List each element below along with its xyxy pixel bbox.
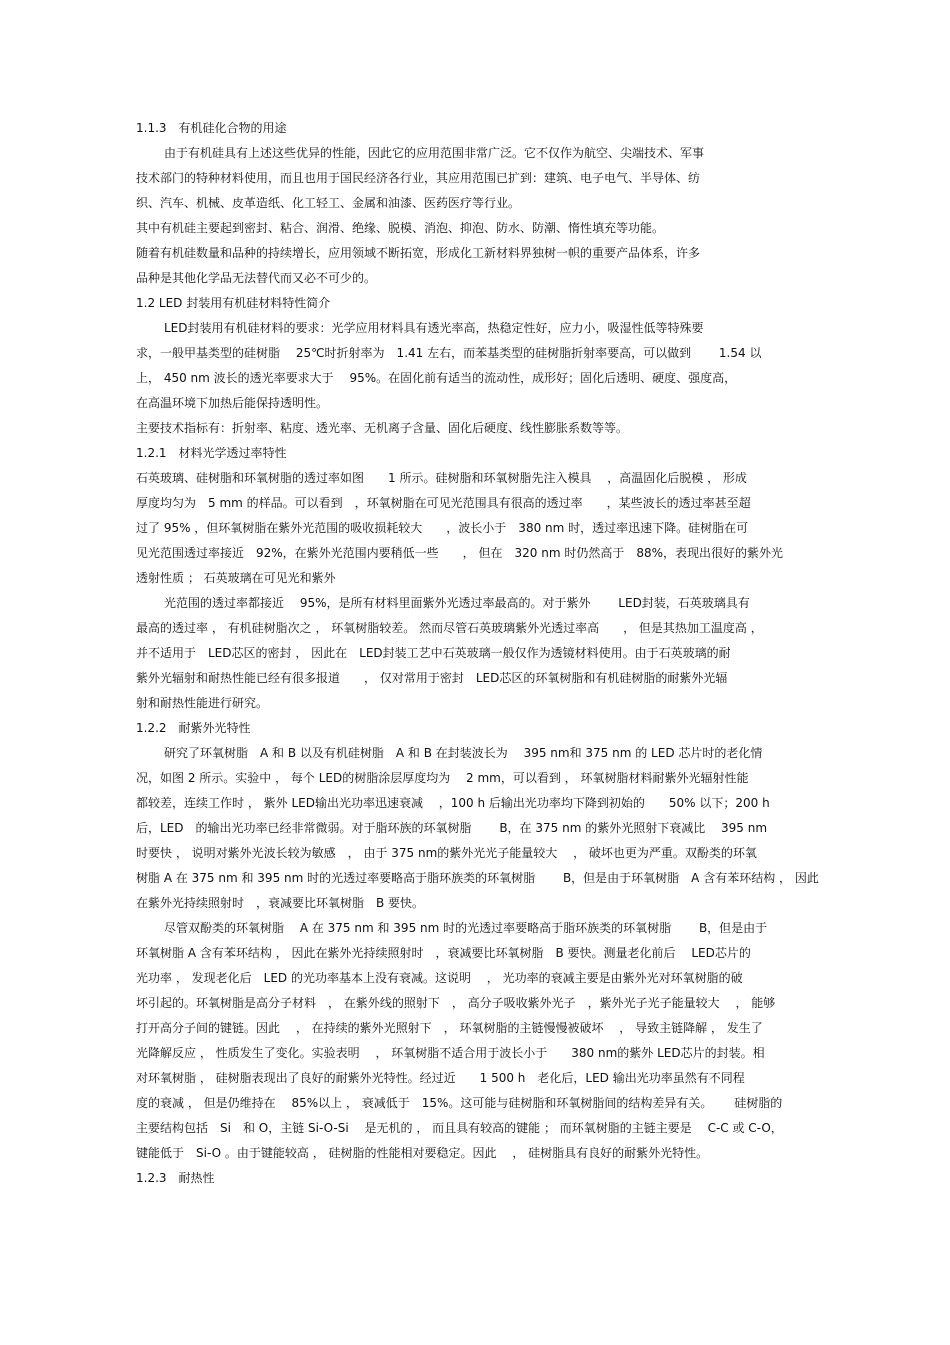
paragraph-line: 打开高分子间的键链。因此 ， 在持续的紫外光照射下 ， 环氧树脂的主链慢慢被破坏 ， 导致主链降解 ， 发生了 bbox=[136, 1021, 763, 1035]
paragraph-line: 技术部门的特种材料使用，而且也用于国民经济各行业，其应用范围已扩到：建筑、电子电气、半导体、纺 bbox=[136, 171, 701, 185]
paragraph-line: 尽管双酚类的环氧树脂 A 在 375 nm 和 395 nm 时的光透过率要略高于脂环族类的环氧树脂 B，但是由于 bbox=[164, 921, 768, 935]
paragraph-line: 在紫外光持续照射时 ，衰减要比环氧树脂 B 要快。 bbox=[136, 896, 425, 910]
section-heading-1-2-1: 1.2.1 材料光学透过率特性 bbox=[136, 446, 287, 460]
paragraph-line: 主要技术指标有：折射率、粘度、透光率、无机离子含量、固化后硬度、线性膨胀系数等等。 bbox=[136, 421, 629, 435]
section-heading-1-2: 1.2 LED 封装用有机硅材料特性简介 bbox=[136, 296, 331, 310]
paragraph-line: 况，如图 2 所示。实验中 ， 每个 LED的树脂涂层厚度均为 2 mm，可以看到 ， 环氧树脂材料耐紫外光辐射性能 bbox=[136, 771, 749, 785]
paragraph-line: 时要快 ， 说明对紫外光波长较为敏感 ， 由于 375 nm的紫外光光子能量较大 ， 破坏也更为严重。双酚类的环氧 bbox=[136, 846, 757, 860]
paragraph-line: 上， 450 nm 波长的透光率要求大于 95%。在固化前有适当的流动性，成形好；固化后透明、硬度、强度高， bbox=[136, 371, 737, 385]
paragraph-line: 光降解反应 ， 性质发生了变化。实验表明 ， 环氧树脂不适合用于波长小于 380 nm的紫外 LED芯片的封装。相 bbox=[136, 1046, 765, 1060]
paragraph-line: 品种是其他化学品无法替代而又必不可少的。 bbox=[136, 271, 377, 285]
paragraph-line: 最高的透过率 ， 有机硅树脂次之 ， 环氧树脂较差。 然而尽管石英玻璃紫外光透过率高 ， 但是其热加工温度高 ， bbox=[136, 621, 763, 635]
paragraph-line: 对环氧树脂 ， 硅树脂表现出了良好的耐紫外光特性。经过近 1 500 h 老化后，LED 输出光功率虽然有不同程 bbox=[136, 1071, 745, 1085]
paragraph-line: 并不适用于 LED芯区的密封 ， 因此在 LED封装工艺中石英玻璃一般仅作为透镜材料使用。由于石英玻璃的耐 bbox=[136, 646, 731, 660]
paragraph-line: 随着有机硅数量和品种的持续增长，应用领域不断拓宽，形成化工新材料界独树一帜的重要产品体系，许多 bbox=[136, 246, 701, 260]
paragraph-line: 射和耐热性能进行研究。 bbox=[136, 696, 269, 710]
paragraph-line: 在高温环境下加热后能保持透明性。 bbox=[136, 396, 329, 410]
paragraph-line: 紫外光辐射和耐热性能已经有很多报道 ， 仅对常用于密封 LED芯区的环氧树脂和有机硅树脂的耐紫外光辐 bbox=[136, 671, 728, 685]
paragraph-line: 键能低于 Si-O 。由于键能较高 ， 硅树脂的性能相对要稳定。因此 ， 硅树脂具有良好的耐紫外光特性。 bbox=[136, 1146, 709, 1160]
paragraph-line: 由于有机硅具有上述这些优异的性能，因此它的应用范围非常广泛。它不仅作为航空、尖端技术、军事 bbox=[164, 146, 705, 160]
section-heading-1-1-3: 1.1.3 有机硅化合物的用途 bbox=[136, 121, 287, 135]
paragraph-line: 都较差，连续工作时 ， 紫外 LED输出光功率迅速衰减 ，100 h 后输出光功率均下降到初始的 50% 以下；200 h bbox=[136, 796, 770, 810]
section-heading-1-2-2: 1.2.2 耐紫外光特性 bbox=[136, 721, 251, 735]
paragraph-line: 坏引起的。环氧树脂是高分子材料 ， 在紫外线的照射下 ， 高分子吸收紫外光子 ，紫外光子光子能量较大 ， 能够 bbox=[136, 996, 776, 1010]
paragraph-line: 光功率 ， 发现老化后 LED 的光功率基本上没有衰减。这说明 ， 光功率的衰减主要是由紫外光对环氧树脂的破 bbox=[136, 971, 743, 985]
paragraph-line: 其中有机硅主要起到密封、粘合、润滑、绝缘、脱模、消泡、抑泡、防水、防潮、惰性填充等功能。 bbox=[136, 221, 665, 235]
paragraph-line: 见光范围透过率接近 92%，在紫外光范围内要稍低一些 ， 但在 320 nm 时仍然高于 88%，表现出很好的紫外光 bbox=[136, 546, 783, 560]
paragraph-line: LED封装用有机硅材料的要求：光学应用材料具有透光率高，热稳定性好，应力小，吸湿性低等特殊要 bbox=[164, 321, 704, 335]
paragraph-line: 透射性质 ； 石英玻璃在可见光和紫外 bbox=[136, 571, 336, 585]
paragraph-line: 石英玻璃、硅树脂和环氧树脂的透过率如图 1 所示。硅树脂和环氧树脂先注入模具 ，高温固化后脱模 ， 形成 bbox=[136, 471, 747, 485]
paragraph-line: 求，一般甲基类型的硅树脂 25℃时折射率为 1.41 左右，而苯基类型的硅树脂折射率要高，可以做到 1.54 以 bbox=[136, 346, 762, 360]
paragraph-line: 度的衰减 ， 但是仍维持在 85%以上 ， 衰减低于 15%。这可能与硅树脂和环氧树脂间的结构差异有关。 硅树脂的 bbox=[136, 1096, 783, 1110]
paragraph-line: 研究了环氧树脂 A 和 B 以及有机硅树脂 A 和 B 在封装波长为 395 nm和 375 nm 的 LED 芯片时的老化情 bbox=[164, 746, 763, 760]
section-heading-1-2-3: 1.2.3 耐热性 bbox=[136, 1171, 215, 1185]
paragraph-line: 主要结构包括 Si 和 O，主链 Si-O-Si 是无机的 ， 而且具有较高的键能 ； 而环氧树脂的主链主要是 C-C 或 C-O， bbox=[136, 1121, 783, 1135]
paragraph-line: 环氧树脂 A 含有苯环结构 ， 因此在紫外光持续照射时 ，衰减要比环氧树脂 B 要快。测量老化前后 LED芯片的 bbox=[136, 946, 751, 960]
paragraph-line: 过了 95% ，但环氧树脂在紫外光范围的吸收损耗较大 ，波长小于 380 nm 时，透过率迅速下降。硅树脂在可 bbox=[136, 521, 749, 535]
paragraph-line: 光范围的透过率都接近 95%，是所有材料里面紫外光透过率最高的。对于紫外 LED封装，石英玻璃具有 bbox=[164, 596, 750, 610]
paragraph-line: 后，LED 的输出光功率已经非常微弱。对于脂环族的环氧树脂 B，在 375 nm 的紫外光照射下衰减比 395 nm bbox=[136, 821, 768, 835]
paragraph-line: 树脂 A 在 375 nm 和 395 nm 时的光透过率要略高于脂环族类的环氧树脂 B，但是由于环氧树脂 A 含有苯环结构 ， 因此 bbox=[136, 871, 819, 885]
paragraph-line: 厚度均匀为 5 mm 的样品。可以看到 ，环氧树脂在可见光范围具有很高的透过率 ，某些波长的透过率甚至超 bbox=[136, 496, 751, 510]
paragraph-line: 织、汽车、机械、皮革造纸、化工轻工、金属和油漆、医药医疗等行业。 bbox=[136, 196, 521, 210]
